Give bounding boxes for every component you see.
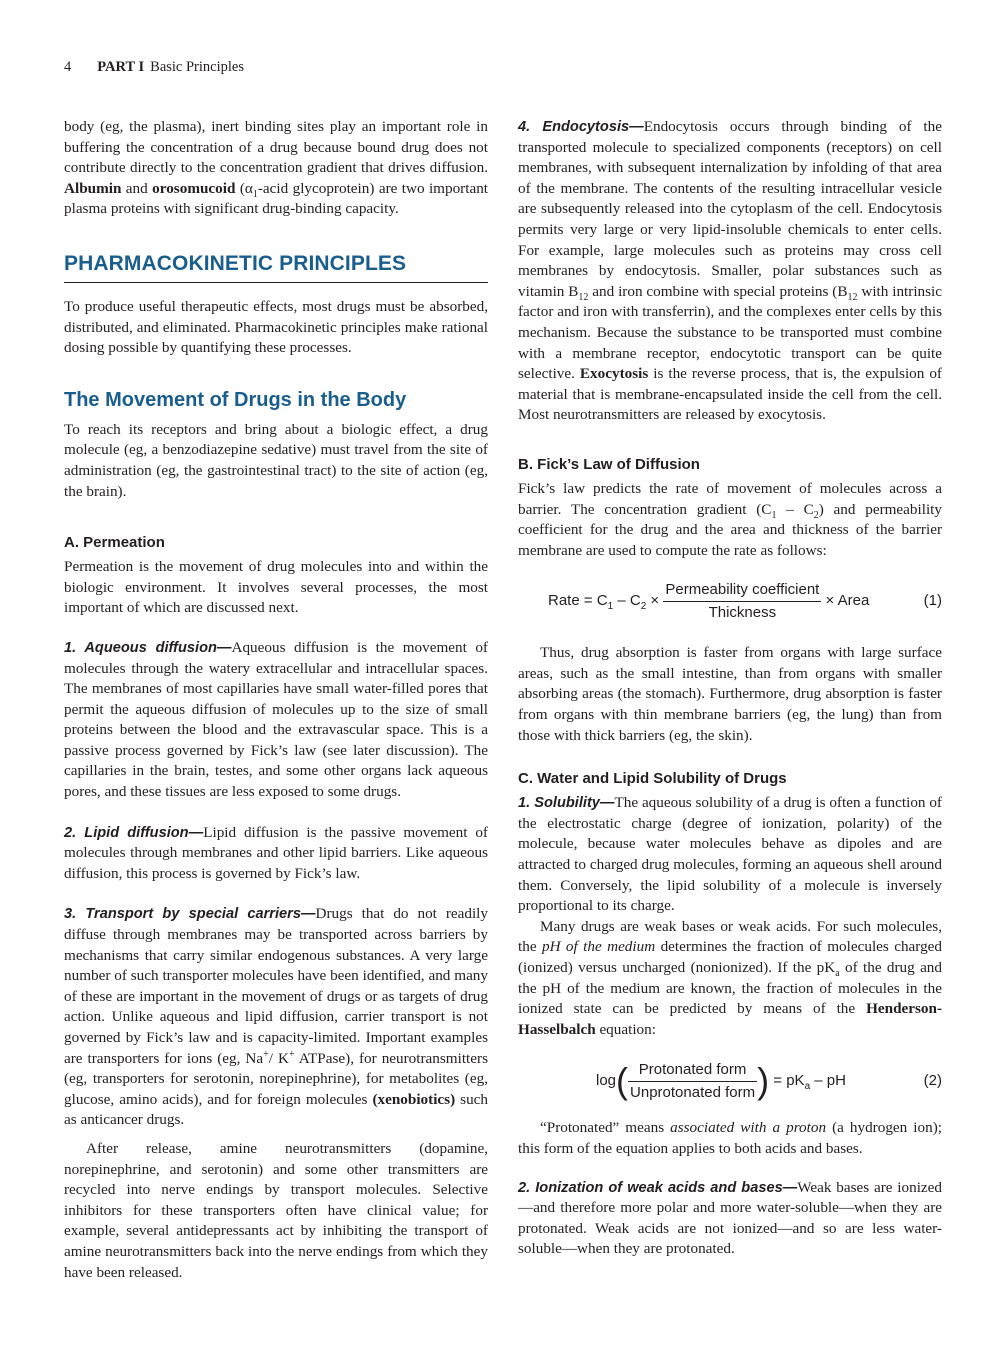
lipid-diffusion-paragraph	[64, 823, 488, 885]
text-run: Many drugs are weak bases or weak acids. For such molecules, the	[518, 917, 942, 956]
subsection-heading: The Movement of Drugs in the Body	[64, 388, 407, 411]
text-run: is the reverse process, that is, the expulsion of material that is membrane-encapsulated inside the cell from the cell. Most neurotransmitters are released by exocytosis.	[518, 365, 942, 424]
equation-number: (2)	[923, 1072, 942, 1090]
numerator: Permeability coefficient	[663, 580, 821, 602]
term-henderson-hasselbalch: Henderson-Hasselbalch	[518, 1000, 942, 1038]
subscript: 1	[252, 188, 258, 200]
text-run: equation:	[595, 1020, 656, 1038]
movement-paragraph: To reach its receptors and bring about a biologic effect, a drug molecule (eg, a benzodiazepine sedative) must travel from the site of administration (eg, the gastrointestinal tract) to the site of action (eg, the brain).	[64, 420, 488, 500]
term-albumin: Albumin	[64, 179, 122, 197]
left-column	[64, 117, 488, 1283]
text-run: Lipid diffusion is the passive movement of molecules through membranes and other lipid barriers. Like aqueous diffusion, this process is governed by Fick’s law.	[64, 823, 488, 882]
pk-paragraph: To produce useful therapeutic effects, most drugs must be absorbed, distributed, and eliminated. Pharmacokinetic principles make rational dosing possible by quantifying these processes.	[64, 297, 488, 357]
runin-heading: 3. Transport by special carriers—	[64, 906, 316, 923]
equation-1	[518, 579, 942, 623]
subscript: a	[835, 968, 840, 980]
subscript: 1	[771, 509, 777, 521]
eq-text: = pK	[769, 1072, 805, 1090]
section-heading: PHARMACOKINETIC PRINCIPLES	[64, 252, 488, 283]
heading-permeation: A. Permeation	[64, 534, 165, 552]
ficks-paragraph	[518, 479, 942, 561]
eq-text: × Area	[821, 592, 870, 610]
aqueous-diffusion-paragraph	[64, 638, 488, 803]
text-run: such as anticancer drugs.	[64, 1090, 489, 1129]
text-run: (α	[235, 179, 253, 197]
emphasis: pH of the medium	[541, 938, 656, 956]
text-run: Weak bases are ionized—and therefore more polar and more water-soluble—when they are protonated. Weak acids are not ionized—and so are less water-soluble—when they are protonated.	[518, 1178, 942, 1258]
runin-heading: 4. Endocytosis—	[518, 119, 644, 135]
eq-text: – pH	[810, 1072, 846, 1090]
transport-paragraph	[64, 904, 488, 1131]
text-run: / K	[268, 1049, 289, 1067]
denominator: Unprotonated form	[630, 1083, 756, 1101]
solubility-paragraph	[518, 793, 942, 917]
protonated-paragraph	[518, 1118, 942, 1159]
eq-text: Rate = C	[548, 592, 608, 610]
intro-paragraph	[64, 117, 488, 220]
part-label: PART I	[97, 59, 145, 75]
text-run: with intrinsic factor and iron with transferrin), and the complexes enter cells by this mechanism. Because the substance to be transported must combine with a membrane receptor, endocytotic transport can be quite selective.	[518, 282, 943, 383]
equation-number: (1)	[923, 592, 942, 610]
text-run: Aqueous diffusion is the movement of molecules through the watery extracellular and intracellular spaces. The membranes of most capillaries have small water-filled pores that permit the aqueous diffusion of molecules up to the size of small proteins between the blood and the extravascular space. This is a passive process governed by Fick’s law (see later discussion). The capillaries in the brain, testes, and some other organs lack aqueous pores, and these tissues are less exposed to some drugs.	[64, 638, 488, 801]
text-run: – C	[776, 500, 814, 518]
weak-acids-paragraph	[518, 917, 942, 1041]
emphasis: associated with a proton	[670, 1119, 827, 1137]
term-xenobiotics: (xenobiotics)	[372, 1090, 456, 1108]
term-exocytosis: Exocytosis	[579, 365, 649, 383]
subscript: 1	[607, 601, 614, 613]
subscript: 2	[640, 601, 647, 613]
subscript: 12	[847, 291, 858, 303]
right-column	[518, 117, 942, 1260]
text-run: The aqueous solubility of a drug is often a function of the electrostatic charge (degree of ionization, polarity) of the molecule, because water molecules behave as dipoles and are attracted to charged drug molecules, forming an aqueous shell around them. Conversely, the lipid solubility of a molecule is inversely proportional to its charge.	[518, 794, 942, 915]
text-run: Endocytosis occurs through binding of the transported molecule to specialized components (receptors) on cell membranes, with subsequent internalization by infolding of that area of the membrane. The contents of the resulting intracellular vesicle are subsequently released into the cytoplasm of the cell. Endocytosis permits very large or very lipid-insoluble chemicals to enter cells. For example, large molecules such as proteins may cross cell membranes by endocytosis. Smaller, polar substances such as vitamin B	[518, 118, 942, 300]
eq-text: – C	[613, 592, 641, 610]
permeation-paragraph: Permeation is the movement of drug molecules into and within the biologic environment. It involves several processes, the most important of which are discussed next.	[64, 558, 488, 617]
text-run: of the drug and the pH of the medium are known, the fraction of molecules in the ionized state can be predicted by means of the	[518, 959, 942, 1018]
eq-text: ×	[646, 592, 664, 610]
equation-2	[518, 1056, 942, 1106]
after-release-paragraph: After release, amine neurotransmitters (dopamine, norepinephrine, and serotonin) and some other transmitters are recycled into nerve endings by transport molecules. Selective inhibitors for these transporters often have clinical value; for example, several antidepressants act by inhibiting the transport of amine neurotransmitters back into the nerve endings from which they have been released.	[64, 1139, 488, 1281]
thus-paragraph: Thus, drug absorption is faster from organs with large surface areas, such as the small intestine, than from organs with smaller absorbing areas (the stomach). Furthermore, drug absorption is faster from organs with thin membrane barriers (eg, the lung) than from those with thick barriers (eg, the skin).	[518, 644, 942, 744]
subscript: 12	[578, 291, 589, 303]
subscript: a	[804, 1081, 811, 1093]
text-run: (a hydrogen ion); this form of the equation applies to both acids and bases.	[518, 1119, 942, 1157]
ionization-paragraph	[518, 1178, 942, 1260]
subscript: 2	[813, 509, 819, 521]
running-header	[64, 59, 244, 76]
page-number: 4	[64, 59, 72, 75]
text-run: Fick’s law predicts the rate of movement of molecules across a barrier. The concentration gradient (C	[518, 479, 942, 518]
runin-heading: 2. Lipid diffusion—	[64, 824, 204, 841]
part-title: Basic Principles	[150, 59, 244, 75]
text-run: ATPase), for neurotransmitters (eg, transporters for serotonin, norepinephrine), for metabolites (eg, glucose, amino acids), and for foreign molecules	[64, 1049, 488, 1108]
text-run: “Protonated” means	[540, 1119, 671, 1137]
text-run: Drugs that do not readily diffuse through membranes may be transported across barriers by mechanisms that carry similar endogenous substances. A very large number of such transporter molecules have been identified, and many of these are important in the movement of drugs or as targets of drug action. Unlike aqueous and lipid diffusion, carrier transport is not governed by Fick’s law and is capacity-limited. Important examples are transporters for ions (eg, Na	[64, 905, 488, 1067]
denominator: Thickness	[708, 603, 777, 621]
right-paren: )	[757, 1060, 770, 1102]
text-run: body (eg, the plasma), inert binding sites play an important role in buffering the concentration of a drug because bound drug does not contribute directly to the concentration gradient that drives diffusion.	[64, 118, 488, 177]
term-orosomucoid: orosomucoid	[152, 179, 236, 197]
runin-heading: 1. Aqueous diffusion—	[64, 639, 232, 656]
left-paren: (	[616, 1060, 629, 1102]
superscript: +	[263, 1048, 269, 1060]
superscript: +	[288, 1048, 295, 1060]
numerator: Protonated form	[628, 1060, 757, 1082]
fraction	[628, 1060, 757, 1103]
text-run: and	[121, 179, 153, 197]
text-run: ) and permeability coefficient for the drug and the area and thickness of the barrier membrane are used to compute the rate as follows:	[518, 500, 942, 559]
text-run: and iron combine with special proteins (B	[588, 282, 848, 300]
eq-text: log	[596, 1072, 617, 1090]
endocytosis-paragraph	[518, 117, 942, 426]
runin-heading: 2. Ionization of weak acids and bases—	[518, 1179, 798, 1196]
heading-ficks-law: B. Fick’s Law of Diffusion	[518, 455, 700, 473]
text-run: determines the fraction of molecules charged (ionized) versus uncharged (nonionized). If the pK	[518, 938, 943, 976]
text-run: -acid glycoprotein) are two important plasma proteins with significant drug-binding capacity.	[64, 179, 489, 218]
runin-heading: 1. Solubility—	[518, 795, 615, 812]
heading-solubility: C. Water and Lipid Solubility of Drugs	[518, 770, 787, 788]
fraction	[663, 580, 821, 623]
